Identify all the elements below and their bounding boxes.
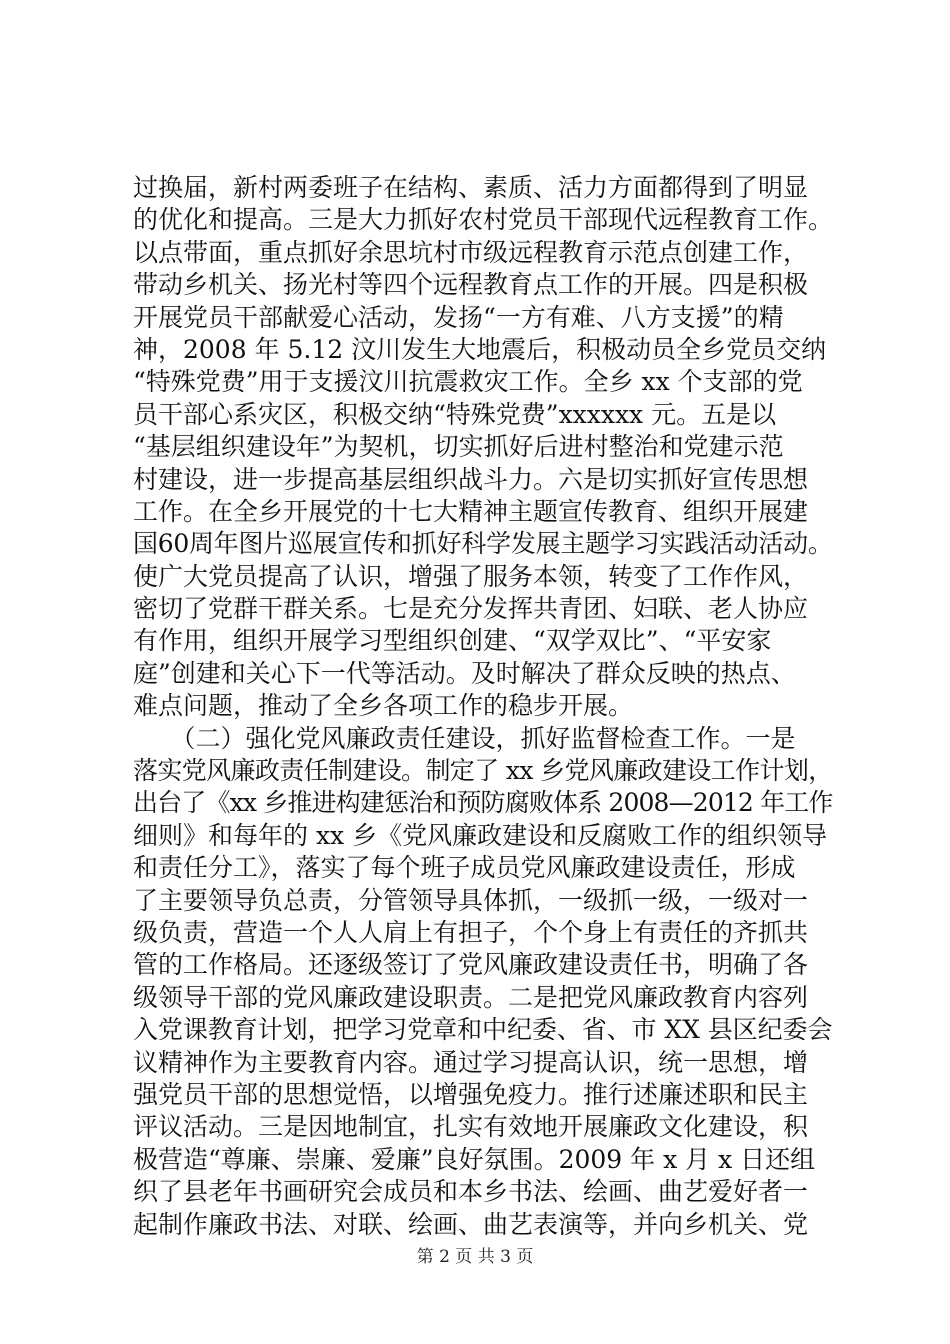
text-line: 的优化和提高。三是大力抓好农村党员干部现代远程教育工作。 — [133, 205, 833, 235]
text-line: 级负责，营造一个人人肩上有担子，个个身上有责任的齐抓共 — [133, 917, 809, 947]
text-line: 起制作廉政书法、对联、绘画、曲艺表演等，并向乡机关、党 — [133, 1209, 809, 1239]
text-line: 级领导干部的党风廉政建设职责。二是把党风廉政教育内容列 — [133, 982, 809, 1012]
text-line: 了主要领导负总责，分管领导具体抓，一级抓一级，一级对一 — [133, 885, 809, 915]
text-line: 评议活动。三是因地制宜，扎实有效地开展廉政文化建设，积 — [133, 1112, 809, 1142]
text-line: 村建设，进一步提高基层组织战斗力。六是切实抓好宣传思想 — [133, 464, 809, 494]
text-line: 密切了党群干群关系。七是充分发挥共青团、妇联、老人协应 — [133, 594, 809, 624]
text-line: 强党员干部的思想觉悟，以增强免疫力。推行述廉述职和民主 — [133, 1079, 809, 1109]
text-line: 使广大党员提高了认识，增强了服务本领，转变了工作作风， — [133, 561, 809, 591]
text-line: 和责任分工》，落实了每个班子成员党风廉政建设责任，形成 — [133, 853, 796, 883]
text-line: 难点问题，推动了全乡各项工作的稳步开展。 — [133, 691, 634, 721]
text-line: 入党课教育计划，把学习党章和中纪委、省、市 XX 县区纪委会 — [133, 1015, 833, 1045]
text-line: “特殊党费”用于支援汶川抗震救灾工作。全乡 xx 个支部的党 — [133, 367, 803, 397]
page-footer: 第 2 页 共 3 页 — [416, 1247, 534, 1267]
text-line: 出台了《xx 乡推进构建惩治和预防腐败体系 2008—2012 年工作 — [133, 788, 833, 818]
text-line: 细则》和每年的 xx 乡《党风廉政建设和反腐败工作的组织领导 — [133, 820, 828, 850]
text-line: 带动乡机关、扬光村等四个远程教育点工作的开展。四是积极 — [133, 270, 809, 300]
text-line: 庭”创建和关心下一代等活动。及时解决了群众反映的热点、 — [133, 658, 796, 688]
text-line: 极营造“尊廉、崇廉、爱廉”良好氛围。2009 年 x 月 x 日还组 — [133, 1144, 816, 1174]
text-line: 落实党风廉政责任制建设。制定了 xx 乡党风廉政建设工作计划， — [133, 756, 833, 786]
body-text — [133, 172, 833, 1241]
text-line: 开展党员干部献爱心活动，发扬“一方有难、八方支援”的精 — [133, 302, 784, 332]
text-line: （二）强化党风廉政责任建设，抓好监督检查工作。一是 — [133, 723, 796, 753]
text-line: 过换届，新村两委班子在结构、素质、活力方面都得到了明显 — [133, 173, 809, 202]
text-line: 神，2008 年 5.12 汶川发生大地震后，积极动员全乡党员交纳 — [133, 334, 827, 364]
text-line: 以点带面，重点抓好余思坑村市级远程教育示范点创建工作， — [133, 237, 809, 267]
text-line: 国60周年图片巡展宣传和抓好科学发展主题学习实践活动活动。 — [133, 529, 833, 559]
text-line: 工作。在全乡开展党的十七大精神主题宣传教育、组织开展建 — [133, 496, 809, 526]
text-line: 织了县老年书画研究会成员和本乡书法、绘画、曲艺爱好者一 — [133, 1177, 809, 1207]
text-line: “基层组织建设年”为契机，切实抓好后进村整治和党建示范 — [133, 432, 784, 462]
text-line: 员干部心系灾区，积极交纳“特殊党费”xxxxxx 元。五是以 — [133, 399, 777, 429]
text-line: 议精神作为主要教育内容。通过学习提高认识，统一思想，增 — [133, 1047, 809, 1077]
text-line: 管的工作格局。还逐级签订了党风廉政建设责任书，明确了各 — [133, 950, 809, 980]
text-line: 有作用，组织开展学习型组织创建、“双学双比”、“平安家 — [133, 626, 772, 656]
